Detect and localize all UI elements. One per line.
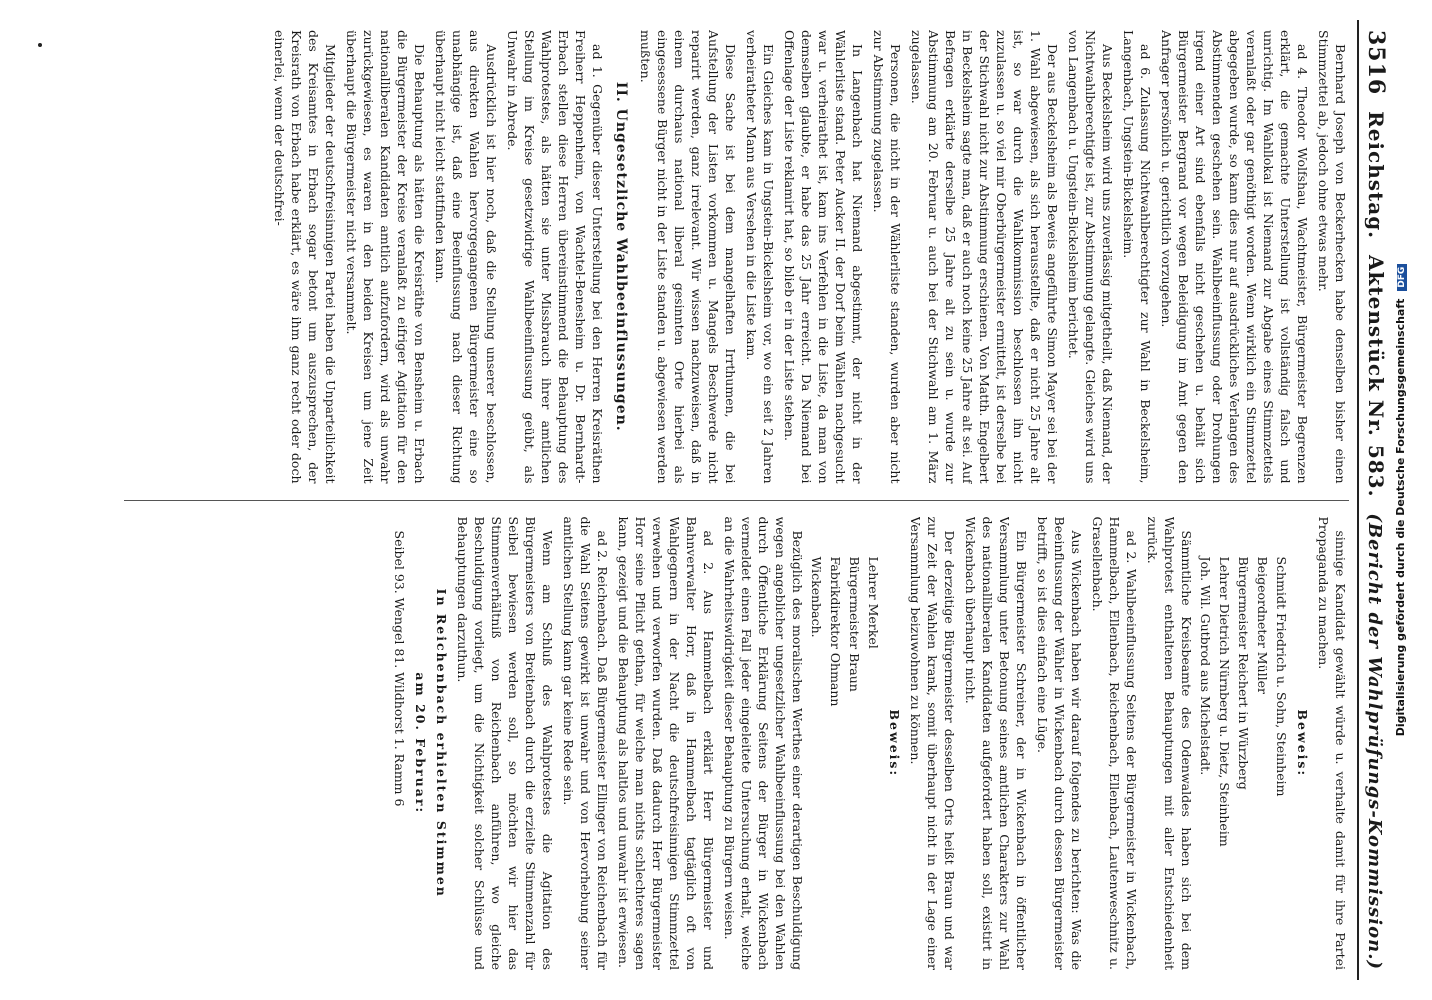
header-section: Reichstag. xyxy=(1364,111,1388,240)
witness-line: Joh. Wil. Gutbrod aus Michelstadt. xyxy=(1198,556,1213,776)
scan-speck xyxy=(38,43,42,47)
witness-line: Bürgermeister Braun xyxy=(847,556,862,692)
dfg-logo-icon: DFG xyxy=(1397,264,1407,291)
vote-results: Seibel 93. Wengel 81. Wildhorst 1. Ramm 6 xyxy=(392,530,407,807)
paragraph: Personen, die nicht in der Wählerliste standen, wurden aber nicht zur Abstimmung zugelassen. xyxy=(871,30,903,484)
header-subtitle: (Bericht der Wahlprüfungs-Kommission.) xyxy=(1364,513,1385,970)
paragraph: ad 2. Wahlbeeinflussung Seitens der Bürgermeister in Wickenbach, Hammelbach, Ellenbach, Reichenbach, Ellenbach, Lautenweschnitz u. Grasellenbach. xyxy=(1090,516,1139,970)
paragraph: ad 4. Theodor Wolfshau, Wachtmeister, Bürgermeister Begrenzen erklärt, die gemachte Unterstellung ist vollständig falsch und unrichtig. Im Wahllokal ist Niemand zur Abgabe eines Stimmzettels veranlaßt oder gar genöthigt worden. Wenn wirklich ein Stimmzettel abgegeben wurde, so kann dies nur auf ausdrückliches Verlangen des Abstimmenden geschehen sein. Wahlbeeinflussung oder Drohungen irgend einer Art sind ebenfalls nicht geschehen u. behält sich Bürgermeister Bergrand vor wegen Beleidigung im Amt gegen den Anfrager persönlich u. gerichtlich vorzugehen. xyxy=(1159,30,1310,484)
paragraph: Der aus Beckelsheim als Beweis angeführte Simon Mayer sei bei der 1. Wahl abgewiesen, als sich herausstellte, daß er nicht 25 Jahre alt ist, so war durch die Wahlkommission beschlossen ihn nicht zuzulassen u. so viel mir Oberbürgermeister ermittelt, ist derselbe bei der Stichwahl nicht zur Abstimmung erschienen. Von Matth. Engelbert in Beckelsheim sagte man, daß er auch noch keine 25 Jahre alt sei. Auf Befragen erklärte derselbe 25 Jahre alt zu sein u. wurde zur Abstimmung am 20. Februar u. auch bei der Stichwahl am 1. März zugelassen. xyxy=(909,30,1060,484)
paragraph: ad 2. Reichenbach. Daß Bürgermeister Ellinger von Reichenbach für die Wahl Seitens gewirkt ist unwahr und von Hervorhebung seiner amtlichen Stellung kann gar keine Rede sein. xyxy=(561,516,610,970)
paragraph: Diese Sache ist bei dem mangelhaften Irrthumen, die bei Aufstellung der Listen vorkommen u. Mangels Beschwerde nicht reparirt werden, ganz irrelevant. Wir wissen nachzuweisen, daß in einem durchaus national liberal gesinnten Orte hierbei als eingesessene Bürger nicht in der Liste standen u. abgewiesen werden mußten. xyxy=(638,30,738,484)
page-number: 3516 xyxy=(1363,30,1389,96)
beweis-label: Beweis: xyxy=(1295,709,1310,778)
witness-line: Fabrikdirektor Ohmann xyxy=(828,556,843,707)
paragraph: Mitglieder der deutschfreisinnigen Partei haben die Unparteilichkeit des Kreisamtes in Erbach sogar betont um auszusprechen, der Kreisrath von Erbach habe erklärt, es wäre ihm ganz recht oder doch einerlei, wenn der deutschfrei- xyxy=(272,30,338,484)
paragraph: Ein Bürgermeister Schreiner, der in Wickenbach in öffentlicher Versammlung unter Betonung seines amtlichen Charakters zur Wahl des nationalliberalen Kandidaten aufgefordert haben soll, existirt in Wickenbach überhaupt nicht. xyxy=(963,516,1029,970)
digitization-credit xyxy=(1394,0,1414,1000)
vote-date: am 20. Februar: xyxy=(413,672,428,815)
paragraph: Der derzeitige Bürgermeister desselben Orts heißt Braun und war zur Zeit der Wahlen krank, somit überhaupt nicht in der Lage einer Versammlung beizuwohnen zu können. xyxy=(908,516,957,970)
column-right xyxy=(124,517,1349,971)
column-divider xyxy=(124,500,1349,501)
witness-line: Lehrer Merkel xyxy=(866,556,881,649)
paragraph: In Langenbach hat Niemand abgestimmt, der nicht in der Wählerliste stand. Peter Aucker II. der Dorf beim Wählen nachgesucht war u. verheirathet ist, kam ins Verfehlen in die Liste, da man von demselben glaubte, er habe das 25 Jahr erreicht. Da Niemand bei Offenlage der Liste reklamirt hat, so blieb er in der Liste stehen. xyxy=(782,30,865,484)
paragraph: ad 1. Gegenüber dieser Unterstellung bei den Herren Kreisräthen Freiherr Heppenheim, von Wachtel-Benesheim u. Dr. Bernhardt-Erbach stellen diese Herren übereinstimmend die Behauptung des Wahlprotestes, als hätten sie unter Missbrauch ihrer amtlichen Stellung im Kreise gesetzwidrige Wahlbeeinflussung geübt, als Unwahr in Abrede. xyxy=(505,30,605,484)
rotated-page-content xyxy=(105,20,1395,980)
paragraph: ad 2. Aus Hammelbach erklärt Herr Bürgermeister und Bahnverwalter Horr, daß in Hammelbach tagtäglich oft von Wahlgegnern in der Nacht die deutschfreisinnigen Stimmzettel verwehen und verworfen wurden. Daß dadurch Herr Bürgermeister Horr seine Pflicht gethan, für welche man nichts schlechteres sagen kann, gezeigt und die Behauptung als haltlos und unwahr ist erwiesen. xyxy=(616,516,716,970)
paragraph: Ein Gleiches kam in Ungstein-Bickelsheim vor, wo ein seit 2 Jahren verheiratheter Mann aus Versehen in die Liste kam. xyxy=(744,30,776,484)
paragraph: Sämmtliche Kreisbeamte des Odenwaldes haben sich bei dem Wahlprotest enthaltenen Behauptungen mit aller Entschiedenheit zurück. xyxy=(1145,516,1194,970)
paragraph: sinnige Kandidat gewählt würde u. verhalte damit für ihre Partei Propaganda zu machen. xyxy=(1316,516,1348,970)
witness-line: Lehrer Dietrich Nürnberg u. Dietz, Steinheim xyxy=(1217,556,1232,847)
text-columns xyxy=(116,20,1357,980)
paragraph: Aus Beckelsheim wird uns zuverlässig mitgetheilt, daß Niemand, der Nichtwahlberechtigte ist, zur Abstimmung gelangte. Gleiches wird uns von Langenbach u. Ungstein-Bickelsheim berichtet. xyxy=(1066,30,1115,484)
paragraph: Bezüglich des moralischen Werthes einer derartigen Beschuldigung wegen angeblicher ungesetzlicher Wahlbeeinflussung bei den Wahlen durch Öffentliche Erklärung Seitens der Bürger in Wickenbach vermeldet einen Fall jeder eingeleitete Untersuchung erhalt, welche an die Wahrheitswidrigkeit dieser Behauptung zu Bürgern weisen. xyxy=(722,516,805,970)
paragraph: Bernhard Joseph von Beckerhecken habe denselben bisher einen Stimmzettel ab, jedoch ohne etwas mehr. xyxy=(1316,30,1348,484)
witness-line: Bürgermeister Reichert in Würzberg xyxy=(1236,556,1251,790)
credit-text: Digitalisierung gefördert durch die Deutsche Forschungsgemeinschaft xyxy=(1394,298,1407,737)
witness-line: Schmidt Friedrich u. Sohn, Steinheim xyxy=(1274,556,1289,797)
paragraph: Die Behauptung als hätten die Kreisräthe von Bensheim u. Erbach die Bürgermeister der Kreise veranlaßt zu eifriger Agitation für den nationalliberalen Kandidaten amtlich aufzufordern, wird als unwahr zurückgewiesen, es waren in den beiden Kreisen um jene Zeit überhaupt die Bürgermeister nicht versammelt. xyxy=(344,30,427,484)
section-heading: II. Ungesetzliche Wahlbeeinflussungen. xyxy=(613,81,629,432)
paragraph: In Reichenbach erhielten Stimmen xyxy=(434,588,449,898)
column-left xyxy=(124,30,1349,484)
paragraph: Wenn am Schluß des Wahlprotestes die Agitation des Bürgermeisters von Breitenbach durch die erzielte Stimmenzahl für Seibel bewiesen werden soll, so möchten wir hier das Stimmenverhältniß von Reichenbach anführen, wo gleiche Beschuldigung vorliegt, um die Nichtigkeit solcher Schlüsse und Behauptungen darzuthun. xyxy=(455,516,555,970)
header-document: Aktenstück Nr. 583. xyxy=(1364,255,1388,498)
paragraph: ad 6. Zulassung Nichtwahlberechtigter zur Wahl in Beckelsheim, Langenbach, Ungstein-Bickelsheim. xyxy=(1121,30,1153,484)
beweis-label: Beweis: xyxy=(887,709,902,778)
witness-place: Wickenbach. xyxy=(809,556,824,638)
page-header xyxy=(1357,20,1395,980)
paragraph: Aus Wickenbach haben wir darauf folgendes zu berichten: Was die Beeinflussung der Wähler in Wickenbach durch dessen Bürgermeister betrifft, so ist dies einfach eine Lüge. xyxy=(1035,516,1084,970)
document-page xyxy=(100,0,1400,1000)
witness-line: Beigeordneter Müller xyxy=(1255,556,1270,695)
paragraph: Ausdrücklich ist hier noch, daß die Stellung unserer beschlossen, aus direkten Wahlen hervorgegangenen Bürgermeister eine so unabhängige ist, daß eine Beeinflussung nach dieser Richtung überhaupt nicht leicht stattfinden kann. xyxy=(433,30,499,484)
